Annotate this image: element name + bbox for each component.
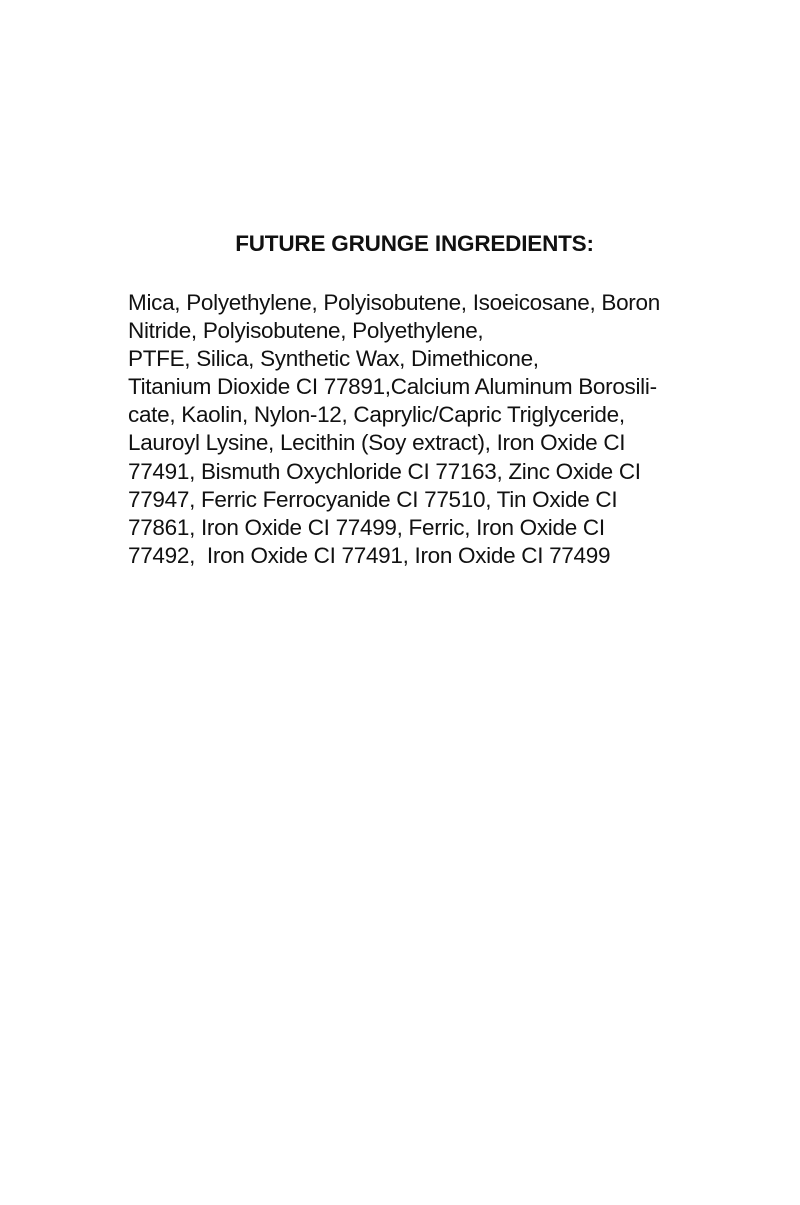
ingredients-line: 77492, Iron Oxide CI 77491, Iron Oxide CI 77499 bbox=[128, 542, 611, 568]
ingredients-list bbox=[128, 289, 728, 570]
ingredients-line: Mica, Polyethylene, Polyisobutene, Isoeicosane, Boron bbox=[128, 290, 660, 315]
ingredients-line: cate, Kaolin, Nylon-12, Caprylic/Capric Triglyceride, bbox=[128, 402, 625, 428]
ingredients-line: 77491, Bismuth Oxychloride CI 77163, Zinc Oxide CI bbox=[128, 458, 641, 484]
ingredients-line: PTFE, Silica, Synthetic Wax, Dimethicone, bbox=[128, 346, 539, 372]
ingredients-line: Lauroyl Lysine, Lecithin (Soy extract), Iron Oxide CI bbox=[128, 430, 626, 456]
ingredients-line: 77861, Iron Oxide CI 77499, Ferric, Iron Oxide CI bbox=[128, 514, 605, 540]
page-title: FUTURE GRUNGE INGREDIENTS: bbox=[235, 231, 594, 256]
ingredients-line: Nitride, Polyisobutene, Polyethylene, bbox=[128, 318, 484, 344]
ingredients-line: Titanium Dioxide CI 77891,Calcium Aluminum Borosili- bbox=[128, 374, 657, 400]
ingredients-line: 77947, Ferric Ferrocyanide CI 77510, Tin Oxide CI bbox=[128, 486, 618, 512]
